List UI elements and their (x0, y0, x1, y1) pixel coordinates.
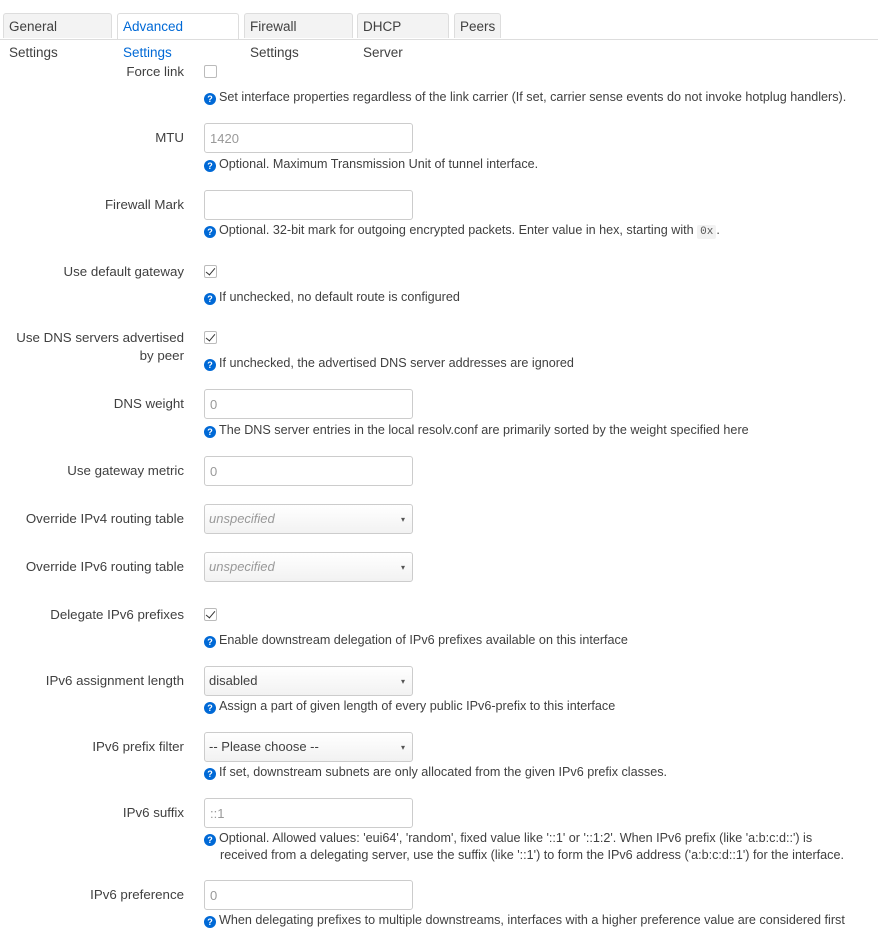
question-circle-icon: ? (204, 702, 216, 714)
hex-prefix-code: 0x (697, 225, 716, 239)
question-circle-icon: ? (204, 293, 216, 305)
firewall-mark-help (204, 222, 874, 241)
tab-general-settings[interactable]: General Settings (3, 13, 112, 38)
preference-label: IPv6 preference (90, 887, 184, 902)
question-circle-icon: ? (204, 93, 216, 105)
assign-length-select[interactable] (204, 666, 413, 696)
prefix-filter-select[interactable] (204, 732, 413, 762)
dns-weight-help (204, 422, 874, 439)
help-text-line2: received from a delegating server, use the suffix (like '::1') to form the IPv6 address ('a:b:c:d::1') for the interface. (220, 848, 844, 862)
chevron-down-icon: ▾ (400, 515, 405, 524)
force-link-checkbox[interactable] (204, 65, 217, 78)
mtu-input[interactable] (204, 123, 413, 153)
chevron-down-icon: ▾ (400, 743, 405, 752)
question-circle-icon: ? (204, 160, 216, 172)
select-value: disabled (209, 673, 258, 688)
mtu-label: MTU (155, 130, 184, 145)
delegate-checkbox[interactable] (204, 608, 217, 621)
suffix-label: IPv6 suffix (122, 805, 184, 820)
help-text: Optional. 32-bit mark for outgoing encrypted packets. Enter value in hex, starting with (219, 223, 694, 237)
select-value: -- Please choose -- (209, 739, 319, 754)
help-text: Set interface properties regardless of the link carrier (If set, carrier sense events do not invoke hotplug handlers). (219, 90, 847, 104)
preference-help (204, 912, 874, 929)
help-text: If unchecked, the advertised DNS server addresses are ignored (219, 356, 574, 370)
firewall-mark-input[interactable] (204, 190, 413, 220)
dns-peer-help (204, 355, 874, 372)
help-text-end: . (716, 223, 720, 237)
help-text: When delegating prefixes to multiple downstreams, interfaces with a higher preference value are considered first (219, 913, 845, 927)
question-circle-icon: ? (204, 426, 216, 438)
tab-peers[interactable]: Peers (454, 13, 501, 38)
select-value: unspecified (209, 511, 275, 526)
help-text: The DNS server entries in the local resolv.conf are primarily sorted by the weight specified here (219, 423, 749, 437)
dns-peer-label-line1: Use DNS servers advertised (16, 330, 184, 345)
dns-weight-label: DNS weight (113, 396, 184, 411)
help-text: If set, downstream subnets are only allocated from the given IPv6 prefix classes. (219, 765, 667, 779)
default-gateway-label: Use default gateway (63, 264, 184, 279)
tab-bar (0, 13, 878, 60)
mtu-help (204, 156, 874, 173)
assign-length-label: IPv6 assignment length (45, 673, 184, 688)
force-link-label: Force link (126, 64, 184, 79)
question-circle-icon: ? (204, 359, 216, 371)
help-text: Optional. Maximum Transmission Unit of tunnel interface. (219, 157, 539, 171)
chevron-down-icon: ▾ (400, 563, 405, 572)
firewall-mark-label: Firewall Mark (104, 197, 184, 212)
question-circle-icon: ? (204, 226, 216, 238)
help-text: Assign a part of given length of every public IPv6-prefix to this interface (219, 699, 616, 713)
question-circle-icon: ? (204, 636, 216, 648)
tab-firewall-settings[interactable]: Firewall Settings (244, 13, 353, 38)
select-value: unspecified (209, 559, 275, 574)
question-circle-icon: ? (204, 916, 216, 928)
ipv6-table-label: Override IPv6 routing table (25, 559, 184, 574)
default-gateway-checkbox[interactable] (204, 265, 217, 278)
preference-input[interactable] (204, 880, 413, 910)
help-text: Enable downstream delegation of IPv6 prefixes available on this interface (219, 633, 628, 647)
assign-length-help (204, 698, 874, 715)
ipv4-table-select[interactable] (204, 504, 413, 534)
prefix-filter-label: IPv6 prefix filter (92, 739, 184, 754)
force-link-help (204, 89, 874, 106)
question-circle-icon: ? (204, 834, 216, 846)
dns-weight-input[interactable] (204, 389, 413, 419)
delegate-help (204, 632, 874, 649)
prefix-filter-help (204, 764, 874, 781)
help-text-line1: Optional. Allowed values: 'eui64', 'random', fixed value like '::1' or '::1:2'. When IPv6 prefix (like 'a:b:c:d::') is (219, 831, 813, 845)
dns-peer-checkbox[interactable] (204, 331, 217, 344)
delegate-label: Delegate IPv6 prefixes (50, 607, 184, 622)
chevron-down-icon: ▾ (400, 677, 405, 686)
ipv4-table-label: Override IPv4 routing table (25, 511, 184, 526)
help-text: If unchecked, no default route is configured (219, 290, 460, 304)
tab-advanced-settings[interactable]: Advanced Settings (117, 13, 239, 39)
ipv6-table-select[interactable] (204, 552, 413, 582)
gateway-metric-label: Use gateway metric (67, 463, 184, 478)
question-circle-icon: ? (204, 768, 216, 780)
tab-dhcp-server[interactable]: DHCP Server (357, 13, 449, 38)
gateway-metric-input[interactable] (204, 456, 413, 486)
suffix-input[interactable] (204, 798, 413, 828)
default-gateway-help (204, 289, 874, 306)
dns-peer-label-line2: by peer (139, 348, 184, 363)
suffix-help (204, 830, 874, 864)
dns-peer-label (16, 329, 184, 365)
